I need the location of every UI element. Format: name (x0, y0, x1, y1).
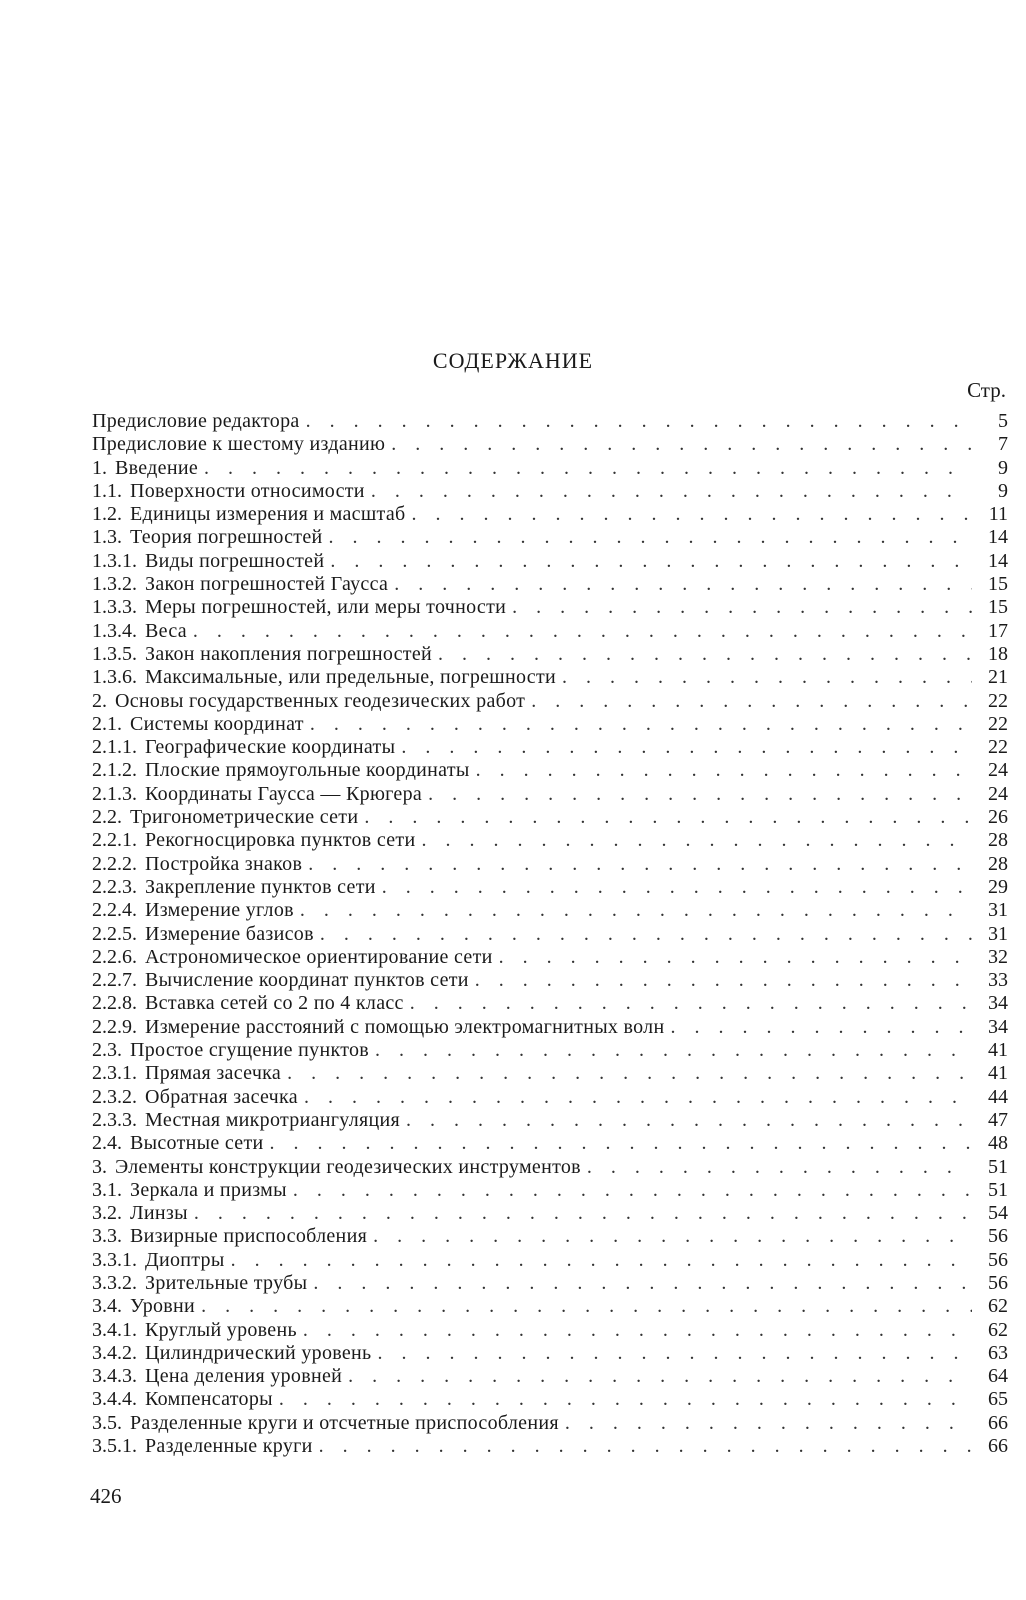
toc-entry-number: 2.2.5. (92, 922, 137, 945)
toc-entry-page: 22 (988, 736, 1008, 759)
toc-entry-number: 3.3. (92, 1225, 122, 1248)
toc-entry-page: 24 (988, 759, 1008, 782)
toc-entry-page: 11 (988, 503, 1008, 526)
toc-entry-number: 3.4.4. (92, 1388, 137, 1411)
toc-entry (92, 806, 1008, 829)
toc-entry (92, 1412, 1008, 1435)
toc-entry-title: Закон погрешностей Гаусса (145, 573, 389, 596)
toc-entry-title: Рекогносцировка пунктов сети (145, 829, 416, 852)
toc-leader-dots (193, 620, 972, 643)
toc-entry-title: Системы координат (130, 712, 304, 735)
toc-entry-title: Постройка знаков (145, 852, 303, 875)
toc-entry (92, 1435, 1008, 1458)
toc-entry-title: Круглый уровень (145, 1318, 297, 1341)
toc-leader-dots (201, 1295, 972, 1318)
toc-entry-page: 31 (988, 899, 1008, 922)
toc-entry-page: 31 (988, 922, 1008, 945)
toc-leader-dots (428, 783, 972, 806)
toc-entry-title: Поверхности относимости (130, 479, 365, 502)
toc-entry-page: 64 (988, 1365, 1008, 1388)
toc-entry-number: 2.2.7. (92, 969, 137, 992)
toc-entry-title: Линзы (130, 1202, 188, 1225)
toc-entry-number: 3.1. (92, 1178, 122, 1201)
toc-leader-dots (499, 946, 972, 969)
toc-entry-page: 41 (988, 1039, 1008, 1062)
toc-entry-number: 1.2. (92, 503, 122, 526)
toc-entry-title: Координаты Гаусса — Крюгера (145, 782, 423, 805)
toc-entry-page: 65 (988, 1388, 1008, 1411)
toc-entry-title: Компенсаторы (145, 1388, 273, 1411)
page-column-label: Стр. (967, 378, 1006, 402)
toc-entry-page: 26 (988, 806, 1008, 829)
toc-leader-dots (670, 1016, 972, 1039)
toc-entry-title: Предисловие редактора (92, 410, 300, 432)
toc-entry-page: 62 (988, 1318, 1008, 1341)
toc-entry (92, 410, 1008, 433)
toc-entry-number: 3.3.1. (92, 1248, 137, 1271)
toc-leader-dots (587, 1156, 972, 1179)
toc-entry-page: 14 (988, 549, 1008, 572)
toc-entry-title: Местная микротриангуляция (145, 1108, 400, 1131)
toc-entry-page: 56 (988, 1225, 1008, 1248)
toc-entry (92, 1062, 1008, 1085)
toc-leader-dots (371, 480, 972, 503)
toc-entry (92, 1319, 1008, 1342)
toc-entry-number: 3.4.2. (92, 1341, 137, 1364)
toc-entry-title: Меры погрешностей, или меры точности (145, 596, 507, 619)
toc-entry-page: 44 (988, 1085, 1008, 1108)
toc-entry-title: Высотные сети (130, 1132, 264, 1155)
toc-entry (92, 1086, 1008, 1109)
toc-entry-title: Элементы конструкции геодезических инструментов (115, 1155, 581, 1178)
toc-entry-page: 15 (988, 596, 1008, 619)
toc-leader-dots (394, 573, 972, 596)
toc-leader-dots (293, 1179, 972, 1202)
toc-leader-dots (391, 433, 972, 456)
toc-entry-number: 2.1.1. (92, 736, 137, 759)
toc-entry-title: Предисловие к шестому изданию (92, 433, 386, 456)
toc-entry-title: Цена деления уровней (145, 1365, 343, 1388)
toc-entry-page: 17 (988, 619, 1008, 642)
toc-leader-dots (279, 1388, 972, 1411)
toc-entry-title: Зрительные трубы (145, 1271, 308, 1294)
toc-leader-dots (194, 1202, 972, 1225)
toc-entry-page: 48 (988, 1132, 1008, 1155)
toc-entry (92, 1272, 1008, 1295)
toc-entry-title: Максимальные, или предельные, погрешности (145, 666, 557, 689)
toc-entry-page: 33 (988, 969, 1008, 992)
toc-entry-page: 56 (988, 1271, 1008, 1294)
toc-entry (92, 620, 1008, 643)
toc-entry-page: 22 (988, 712, 1008, 735)
toc-entry-page: 66 (988, 1411, 1008, 1434)
toc-entry-page: 28 (988, 852, 1008, 875)
toc-entry-title: Измерение базисов (145, 922, 314, 945)
toc-entry (92, 969, 1008, 992)
toc-entry-page: 56 (988, 1248, 1008, 1271)
toc-entry-page: 15 (988, 573, 1008, 596)
toc-entry-number: 2. (92, 689, 107, 712)
toc-entry (92, 1295, 1008, 1318)
toc-entry-number: 2.4. (92, 1132, 122, 1155)
toc-entry-title: Простое сгущение пунктов (130, 1039, 370, 1062)
toc-entry-page: 18 (988, 642, 1008, 665)
toc-leader-dots (231, 1249, 972, 1272)
toc-entry (92, 923, 1008, 946)
toc-leader-dots (562, 666, 972, 689)
toc-leader-dots (270, 1132, 973, 1155)
toc-entry-page: 41 (988, 1062, 1008, 1085)
toc-entry (92, 690, 1008, 713)
toc-entry (92, 992, 1008, 1015)
toc-entry (92, 596, 1008, 619)
toc-entry-number: 1.3.4. (92, 619, 137, 642)
toc-entry-page: 51 (988, 1155, 1008, 1178)
toc-entry-number: 1.3.5. (92, 642, 137, 665)
toc-entry-title: Визирные приспособления (130, 1225, 368, 1248)
table-of-contents (92, 410, 1008, 1458)
toc-entry-number: 3.4.3. (92, 1365, 137, 1388)
toc-entry-title: Прямая засечка (145, 1062, 282, 1085)
toc-entry-title: Вычисление координат пунктов сети (145, 969, 469, 992)
toc-entry (92, 573, 1008, 596)
toc-entry-number: 1.3.3. (92, 596, 137, 619)
toc-entry-page: 34 (988, 1015, 1008, 1038)
toc-entry (92, 759, 1008, 782)
toc-entry-number: 2.2.6. (92, 945, 137, 968)
toc-leader-dots (303, 1319, 972, 1342)
toc-leader-dots (382, 876, 972, 899)
toc-entry (92, 1388, 1008, 1411)
toc-entry-title: Цилиндрический уровень (145, 1341, 372, 1364)
toc-entry-number: 3.5. (92, 1411, 122, 1434)
toc-entry (92, 736, 1008, 759)
toc-entry (92, 1179, 1008, 1202)
toc-entry-number: 1.3.1. (92, 549, 137, 572)
toc-entry-page: 62 (988, 1295, 1008, 1318)
toc-entry-number: 2.1. (92, 712, 122, 735)
toc-entry-page: 5 (998, 410, 1008, 432)
toc-entry-page: 34 (988, 992, 1008, 1015)
toc-entry-title: Виды погрешностей (145, 549, 325, 572)
toc-entry-title: Диоптры (145, 1248, 225, 1271)
toc-entry-title: Теория погрешностей (130, 526, 323, 549)
toc-entry-title: Зеркала и призмы (130, 1178, 287, 1201)
toc-leader-dots (319, 1435, 972, 1458)
toc-leader-dots (512, 596, 972, 619)
toc-entry-title: Уровни (130, 1295, 196, 1318)
toc-entry (92, 1249, 1008, 1272)
toc-leader-dots (565, 1412, 972, 1435)
toc-leader-dots (306, 410, 972, 433)
toc-entry (92, 1342, 1008, 1365)
toc-entry-page: 7 (998, 433, 1008, 456)
toc-entry-number: 2.1.2. (92, 759, 137, 782)
toc-entry-page: 9 (998, 456, 1008, 479)
toc-entry-page: 32 (988, 945, 1008, 968)
toc-entry-number: 2.3. (92, 1039, 122, 1062)
toc-leader-dots (348, 1365, 972, 1388)
toc-leader-dots (329, 526, 972, 549)
toc-entry (92, 1132, 1008, 1155)
toc-leader-dots (204, 457, 972, 480)
toc-entry-number: 2.3.1. (92, 1062, 137, 1085)
toc-entry (92, 503, 1008, 526)
toc-entry-number: 2.2.3. (92, 875, 137, 898)
toc-leader-dots (313, 1272, 972, 1295)
toc-entry-number: 2.3.2. (92, 1085, 137, 1108)
toc-entry (92, 643, 1008, 666)
toc-entry (92, 1109, 1008, 1132)
toc-entry-page: 66 (988, 1435, 1008, 1458)
toc-entry-page: 54 (988, 1202, 1008, 1225)
toc-entry-number: 2.1.3. (92, 782, 137, 805)
toc-entry (92, 1039, 1008, 1062)
toc-entry-title: Измерение углов (145, 899, 294, 922)
toc-entry-number: 1. (92, 456, 107, 479)
toc-leader-dots (310, 713, 972, 736)
toc-entry-number: 2.2.9. (92, 1015, 137, 1038)
toc-leader-dots (401, 736, 972, 759)
toc-entry (92, 457, 1008, 480)
toc-entry-title: Плоские прямоугольные координаты (145, 759, 470, 782)
toc-leader-dots (373, 1225, 972, 1248)
toc-leader-dots (406, 1109, 972, 1132)
toc-entry (92, 1156, 1008, 1179)
toc-entry (92, 1016, 1008, 1039)
toc-entry-title: Веса (145, 619, 187, 642)
toc-entry-number: 1.1. (92, 479, 122, 502)
toc-entry-page: 28 (988, 829, 1008, 852)
toc-leader-dots (531, 690, 972, 713)
toc-entry-number: 1.3.6. (92, 666, 137, 689)
toc-entry (92, 550, 1008, 573)
toc-entry (92, 713, 1008, 736)
toc-leader-dots (421, 829, 972, 852)
toc-entry (92, 480, 1008, 503)
toc-entry-number: 3.2. (92, 1202, 122, 1225)
toc-entry (92, 899, 1008, 922)
toc-entry-title: Введение (115, 456, 199, 479)
toc-entry-number: 1.3.2. (92, 573, 137, 596)
toc-entry (92, 1202, 1008, 1225)
toc-entry-page: 22 (988, 689, 1008, 712)
toc-entry-page: 63 (988, 1341, 1008, 1364)
toc-entry-number: 2.2.1. (92, 829, 137, 852)
toc-leader-dots (377, 1342, 972, 1365)
toc-entry-title: Разделенные круги и отсчетные приспособления (130, 1411, 559, 1434)
toc-leader-dots (476, 759, 972, 782)
toc-entry-title: Обратная засечка (145, 1085, 298, 1108)
toc-leader-dots (304, 1086, 972, 1109)
toc-leader-dots (412, 503, 973, 526)
toc-entry-number: 2.2.8. (92, 992, 137, 1015)
toc-leader-dots (375, 1039, 972, 1062)
toc-entry-page: 29 (988, 875, 1008, 898)
toc-entry (92, 783, 1008, 806)
toc-entry (92, 853, 1008, 876)
toc-leader-dots (308, 853, 972, 876)
toc-entry (92, 1225, 1008, 1248)
toc-entry (92, 1365, 1008, 1388)
toc-entry (92, 876, 1008, 899)
toc-leader-dots (475, 969, 972, 992)
toc-entry-title: Разделенные круги (145, 1435, 313, 1458)
toc-entry-number: 3.4. (92, 1295, 122, 1318)
toc-entry (92, 666, 1008, 689)
toc-entry (92, 526, 1008, 549)
toc-leader-dots (364, 806, 972, 829)
toc-entry-number: 2.2.4. (92, 899, 137, 922)
toc-entry-number: 2.2.2. (92, 852, 137, 875)
toc-entry-page: 14 (988, 526, 1008, 549)
toc-entry-number: 3.5.1. (92, 1435, 137, 1458)
toc-entry-title: Географические координаты (145, 736, 396, 759)
toc-entry-page: 51 (988, 1178, 1008, 1201)
toc-entry-title: Тригонометрические сети (130, 806, 359, 829)
toc-entry-page: 24 (988, 782, 1008, 805)
toc-entry (92, 433, 1008, 456)
toc-entry (92, 946, 1008, 969)
toc-entry-title: Астрономическое ориентирование сети (145, 945, 493, 968)
toc-entry-page: 47 (988, 1108, 1008, 1131)
toc-entry (92, 829, 1008, 852)
toc-entry-number: 3.4.1. (92, 1318, 137, 1341)
toc-entry-page: 9 (998, 479, 1008, 502)
page-number: 426 (90, 1484, 122, 1508)
toc-entry-number: 2.2. (92, 806, 122, 829)
toc-entry-title: Закон накопления погрешностей (145, 642, 433, 665)
toc-entry-number: 3.3.2. (92, 1271, 137, 1294)
toc-entry-title: Единицы измерения и масштаб (130, 503, 406, 526)
toc-leader-dots (320, 923, 972, 946)
page-title: СОДЕРЖАНИЕ (432, 348, 594, 373)
toc-leader-dots (438, 643, 972, 666)
toc-entry-title: Вставка сетей со 2 по 4 класс (145, 992, 404, 1015)
toc-entry-number: 3. (92, 1155, 107, 1178)
toc-leader-dots (410, 992, 972, 1015)
toc-entry-title: Закрепление пунктов сети (145, 875, 376, 898)
toc-leader-dots (330, 550, 972, 573)
toc-entry-number: 2.3.3. (92, 1108, 137, 1131)
toc-leader-dots (300, 899, 972, 922)
toc-entry-page: 21 (988, 666, 1008, 689)
toc-entry-number: 1.3. (92, 526, 122, 549)
toc-leader-dots (287, 1062, 972, 1085)
toc-entry-title: Измерение расстояний с помощью электромагнитных волн (145, 1015, 665, 1038)
toc-entry-title: Основы государственных геодезических работ (115, 689, 526, 712)
